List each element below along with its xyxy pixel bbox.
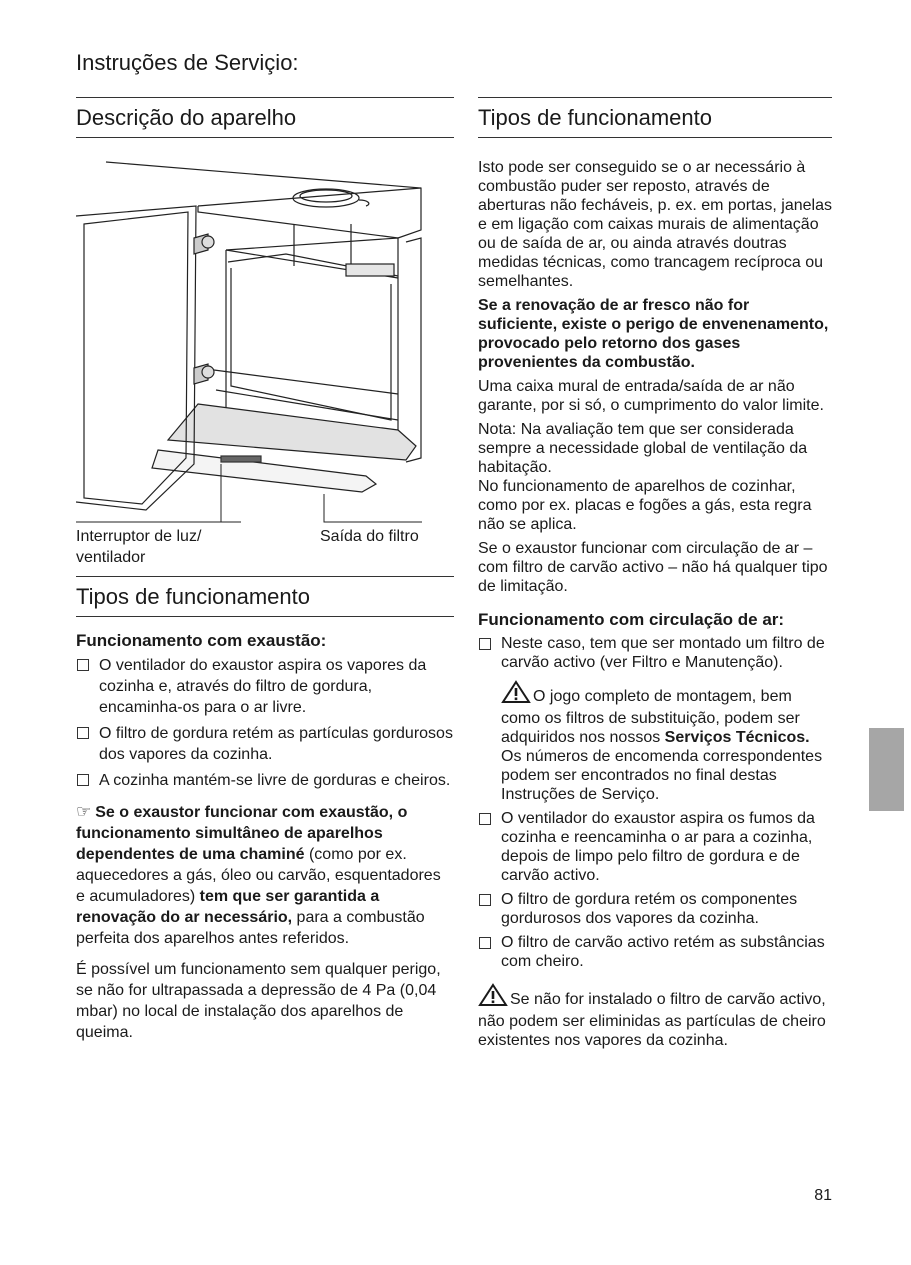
paragraph-note-ventilation: Nota: Na avaliação tem que ser considerada sempre a necessidade global de ventilação da habitação.	[478, 421, 808, 476]
page-title: Instruções de Serviçio:	[76, 50, 299, 75]
paragraph-depression: É possível um funcionamento sem qualquer perigo, se não for ultrapassada a depressão de 4 Pa (0,04 mbar) no local de instalação dos aparelhos de queima.	[76, 961, 441, 1041]
paragraph-air-supply: Isto pode ser conseguido se o ar necessário à combustão puder ser reposto, através de aberturas não fecháveis, p. ex. em portas, janelas e em ligação com caixas murais de alimentação ou de saída de ar, ou ainda através doutras medidas técnicas, como trancagem recíproca ou semelhantes.	[478, 159, 832, 290]
cabinet-hood-drawing	[76, 158, 454, 544]
section-title-operation-modes-right: Tipos de funcionamento	[478, 97, 832, 138]
left-column	[76, 97, 454, 1048]
list-item: O ventilador do exaustor aspira os fumos da cozinha e reencaminha o ar para a cozinha, depois de limpo pelo filtro de gordura e de carvão activo.	[478, 809, 832, 885]
caption-filter-outlet: Saída do filtro	[320, 528, 419, 545]
list-item: O filtro de gordura retém as partículas gordurosos dos vapores da cozinha.	[76, 723, 454, 765]
chimney-note: ☞ Se o exaustor funcionar com exaustão, o funcionamento simultâneo de aparelhos dependentes de uma chaminé (como por ex. aquecedores a gás, óleo ou carvão, esquentadores e acumuladores) tem que ser garantida a renovação do ar necessário, para a combustão perfeita dos aparelhos antes referidos.	[76, 802, 441, 947]
section-title-description: Descrição do aparelho	[76, 97, 454, 138]
right-column	[478, 97, 832, 1055]
section-title-operation-modes: Tipos de funcionamento	[76, 576, 454, 617]
pointing-hand-icon: ☞	[76, 802, 92, 821]
subhead-exhaust-mode: Funcionamento com exaustão:	[76, 631, 327, 650]
checkbox-bullet-icon	[479, 813, 491, 825]
paragraph-cooking-appliances: No funcionamento de aparelhos de cozinhar, como por ex. placas e fogões a gás, esta regra não se aplica.	[478, 478, 812, 533]
section-tab-marker	[869, 728, 904, 811]
checkbox-bullet-icon	[77, 774, 89, 786]
paragraph-wall-box: Uma caixa mural de entrada/saída de ar não garante, por si só, o cumprimento do valor limite.	[478, 378, 824, 414]
list-item: Neste caso, tem que ser montado um filtro de carvão activo (ver Filtro e Manutenção).	[478, 634, 832, 672]
page-number: 81	[814, 1187, 832, 1204]
list-item: O filtro de gordura retém os componentes gordurosos dos vapores da cozinha.	[478, 890, 832, 928]
warning-triangle-icon	[478, 983, 508, 1012]
caption-light-fan-switch: Interruptor de luz/ ventilador	[76, 528, 202, 566]
checkbox-bullet-icon	[479, 638, 491, 650]
warning-kit-block: O jogo completo de montagem, bem como os filtros de substituição, podem ser adquiridos nos nossos Serviços Técnicos. Os números de encomenda correspondentes podem ser encontrados no final destas Instruções de Serviço.	[478, 680, 832, 804]
warning-triangle-icon	[501, 680, 531, 709]
list-item: O ventilador do exaustor aspira os vapores da cozinha e, através do filtro de gordura, encaminha-os para o ar livre.	[76, 655, 454, 718]
checkbox-bullet-icon	[77, 727, 89, 739]
checkbox-bullet-icon	[77, 659, 89, 671]
checkbox-bullet-icon	[479, 894, 491, 906]
paragraph-recirculation: Se o exaustor funcionar com circulação de ar – com filtro de carvão activo – não há qualquer tipo de limitação.	[478, 540, 828, 595]
appliance-illustration	[76, 158, 454, 566]
list-item: A cozinha mantém-se livre de gorduras e cheiros.	[76, 770, 454, 791]
paragraph-poisoning-warning: Se a renovação de ar fresco não for suficiente, existe o perigo de envenenamento, provocado pelo retorno dos gases provenientes da combustão.	[478, 297, 829, 371]
checkbox-bullet-icon	[479, 937, 491, 949]
list-item: O filtro de carvão activo retém as substâncias com cheiro.	[478, 933, 832, 971]
subhead-recirculation-mode: Funcionamento com circulação de ar:	[478, 610, 785, 629]
warning-odor-block: Se não for instalado o filtro de carvão activo, não podem ser eliminidas as partículas de cheiro existentes nos vapores da cozinha.	[478, 983, 832, 1050]
